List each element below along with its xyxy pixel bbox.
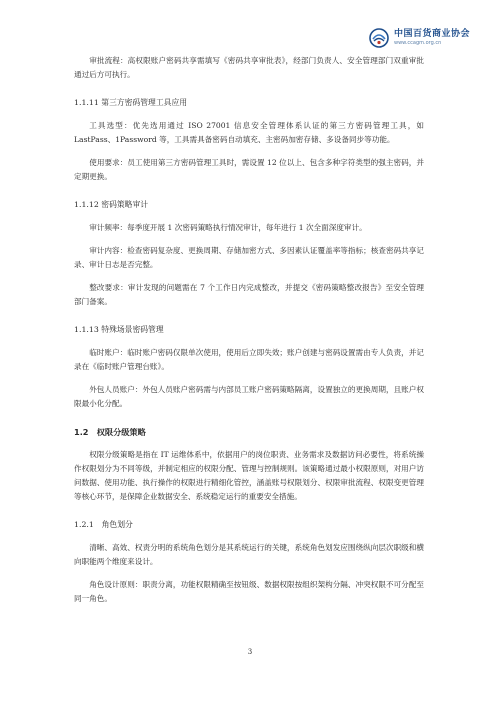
paragraph-approval-flow: 审批流程：高权限账户密码共享需填写《密码共享审批表》，经部门负责人、安全管理部门双重审批通过后方可执行。	[74, 56, 424, 79]
paragraph-audit-content: 审计内容：检查密码复杂度、更换周期、存储加密方式、多因素认证覆盖率等指标；核查密码共享记录、审计日志是否完整。	[74, 246, 424, 269]
section-heading-1-1-11: 1.1.11 第三方密码管理工具应用	[74, 98, 188, 107]
document-body	[74, 54, 424, 606]
header-logo	[368, 27, 470, 49]
paragraph-audit-frequency: 审计频率：每季度开展 1 次密码策略执行情况审计，每年进行 1 次全面深度审计。	[89, 223, 367, 232]
page-number: 3	[247, 648, 253, 656]
logo-website: www.ccagm.org.cn	[393, 40, 442, 46]
section-heading-1-1-12: 1.1.12 密码策略审计	[74, 200, 149, 209]
logo-chinese-name: 中国百货商业协会	[393, 29, 470, 39]
paragraph-outsource-account: 外包人员账户：外包人员账户密码需与内部员工账户密码策略隔离，设置独立的更换周期，且账户权限最小化分配。	[74, 385, 424, 408]
section-heading-1-2: 1.2 权限分级策略	[74, 427, 146, 437]
paragraph-role-principle: 角色设计原则：职责分离，功能权限精确至按钮级、数据权限按组织架构分隔、冲突权限不可分配至同一角色。	[74, 580, 424, 603]
paragraph-tool-selection: 工具选型：优先选用通过 ISO 27001 信息安全管理体系认证的第三方密码管理工具，如 LastPass、1Password 等，工具需具备密码自动填充、主密码加密存储、多设备同步等功能。	[74, 121, 424, 144]
paragraph-permission-strategy: 权限分级策略是指在 IT 运维体系中，依据用户的岗位职责、业务需求及数据访问必要性，将系统操作权限划分为不同等级，并制定相应的权限分配、管理与控制规则。该策略通过最小权限原则，对用户访问数据、使用功能、执行操作的权限进行精细化管控，涵盖账号权限划分、权限审批流程、权限变更管理等核心环节，是保障企业数据安全、系统稳定运行的重要安全措施。	[74, 450, 424, 501]
section-heading-1-1-13: 1.1.13 特殊场景密码管理	[74, 325, 164, 334]
paragraph-usage-requirements: 使用要求：员工使用第三方密码管理工具时，需设置 12 位以上、包含多种字符类型的强主密码，并定期更换。	[74, 158, 424, 181]
paragraph-temporary-account: 临时账户：临时账户密码仅限单次使用，使用后立即失效；账户创建与密码设置需由专人负责，并记录在《临时账户管理台账》。	[74, 348, 424, 371]
paragraph-role-intro: 清晰、高效、权责分明的系统角色划分是其系统运行的关键，系统角色划发应围绕纵向层次职级和横向职能两个维度来设计。	[74, 543, 424, 566]
section-heading-1-2-1: 1.2.1 角色划分	[74, 520, 133, 529]
paragraph-rectification: 整改要求：审计发现的问题需在 7 个工作日内完成整改，并提交《密码策略整改报告》至安全管理部门备案。	[74, 283, 424, 306]
association-logo-icon	[368, 27, 390, 49]
